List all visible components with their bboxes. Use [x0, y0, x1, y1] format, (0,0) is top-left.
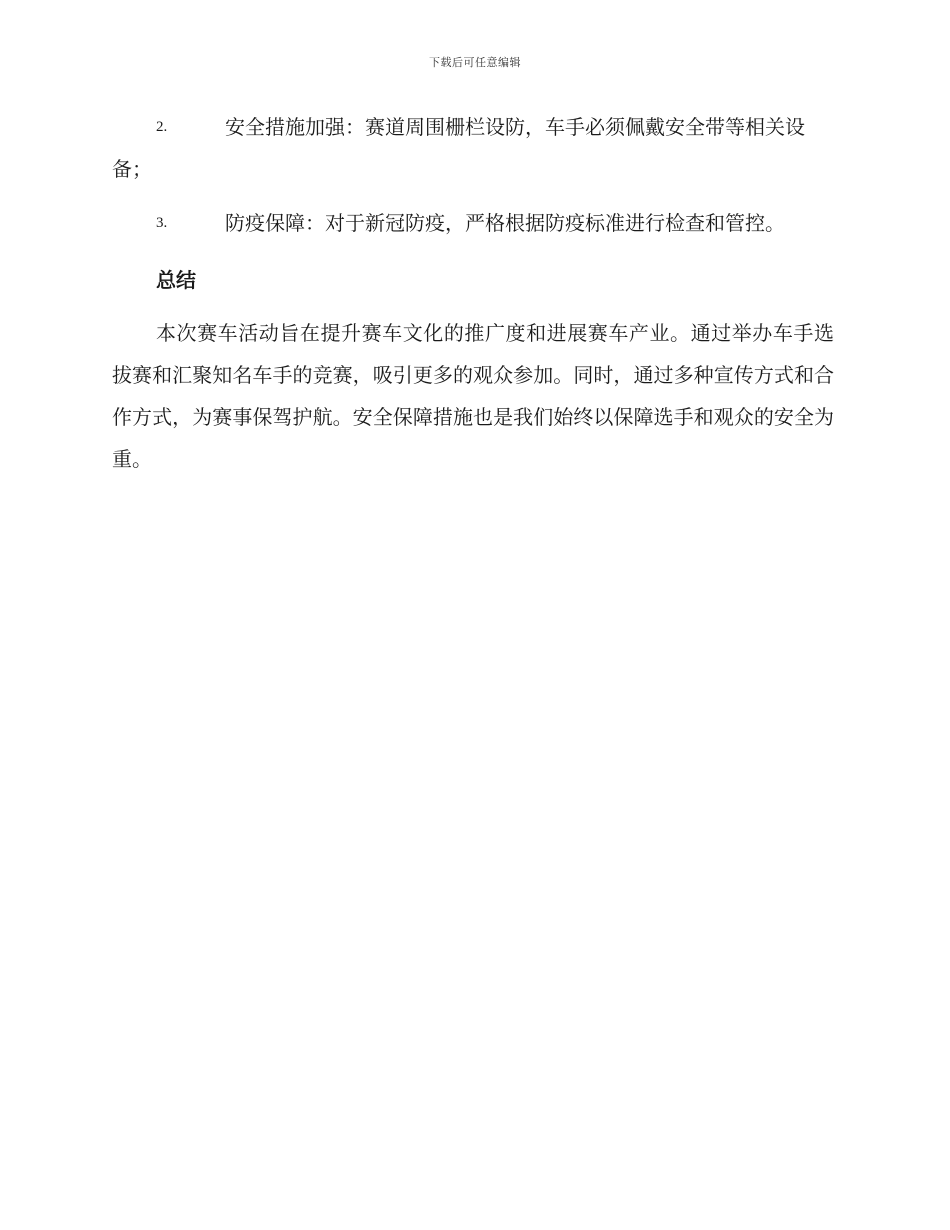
list-item-text: 安全措施加强：赛道周围栅栏设防，车手必须佩戴安全带等相关设备； — [112, 115, 805, 181]
summary-paragraph: 本次赛车活动旨在提升赛车文化的推广度和进展赛车产业。通过举办车手选拔赛和汇聚知名车手的竞赛，吸引更多的观众参加。同时，通过多种宣传方式和合作方式，为赛事保驾护航。安全保障措施也是我们始终以保障选手和观众的安全为重。 — [112, 321, 834, 471]
list-item-number: 3. — [156, 215, 168, 231]
section-heading-summary: 总结 — [156, 268, 196, 292]
list-item — [112, 106, 836, 190]
page-header: 下载后可任意编辑 — [429, 56, 521, 69]
list-item-number: 2. — [156, 119, 168, 135]
list-item-text: 防疫保障：对于新冠防疫，严格根据防疫标准进行检查和管控。 — [225, 211, 785, 235]
list-item — [112, 202, 836, 244]
